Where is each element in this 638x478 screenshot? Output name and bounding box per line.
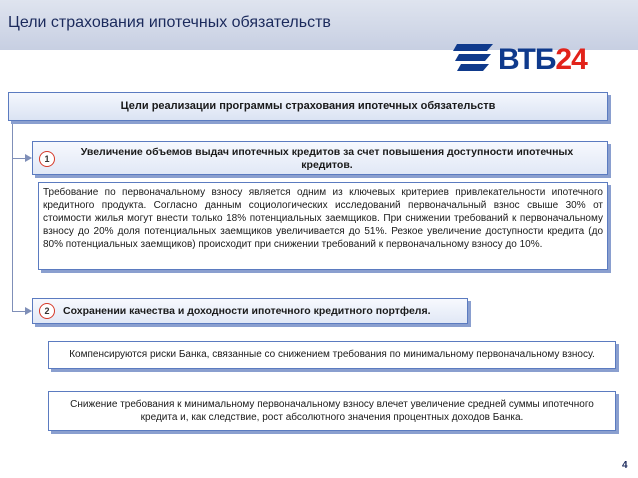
tree-connector-branch-2 bbox=[12, 311, 26, 312]
goal-number-badge: 1 bbox=[39, 151, 55, 167]
goal-number-badge: 2 bbox=[39, 303, 55, 319]
goal-1-description: Требование по первоначальному взносу является одним из ключевых критериев привлекательности ипотечного кредитного продукта. Согласно данным социологических исследований первоначальный взнос свыше 30% от стоимости жилья могут внести только 18% потенциальных заемщиков. При снижении требований к первоначальному взносу до 20% доля потенциальных заемщиков увеличивается до 51%. Резкое увеличение доступности кредита (до 80% потенциальных заемщиков) происходит при снижении требований к первоначальному взносу до 10%. bbox=[38, 182, 608, 270]
logo-text bbox=[498, 43, 587, 77]
goal-2-description-2: Снижение требования к минимальному первоначальному взносу влечет увеличение средней суммы ипотечного кредита и, как следствие, рост абсолютного значения процентных доходов Банка. bbox=[48, 391, 616, 431]
tree-connector-vertical bbox=[12, 121, 13, 311]
logo-accent: 24 bbox=[555, 43, 587, 76]
goal-1-title: Увеличение объемов выдач ипотечных кредитов за счет повышения доступности ипотечных кредитов. bbox=[80, 146, 574, 171]
vtb24-logo bbox=[453, 38, 613, 82]
goal-2-title: Сохранении качества и доходности ипотечного кредитного портфеля. bbox=[63, 305, 431, 317]
arrow-goal-2-icon bbox=[25, 307, 32, 315]
goal-1-box bbox=[32, 141, 608, 175]
goal-2-box bbox=[32, 298, 468, 324]
tree-connector-branch-1 bbox=[12, 158, 26, 159]
logo-main: ВТБ bbox=[498, 43, 556, 76]
page-number: 4 bbox=[622, 460, 628, 471]
page-title: Цели страхования ипотечных обязательств bbox=[8, 14, 331, 31]
vtb-stripes-icon bbox=[453, 38, 497, 78]
arrow-goal-1-icon bbox=[25, 154, 32, 162]
goal-2-description-1: Компенсируются риски Банка, связанные со снижением требования по минимальному первоначальному взносу. bbox=[48, 341, 616, 369]
program-goals-header: Цели реализации программы страхования ипотечных обязательств bbox=[8, 92, 608, 121]
